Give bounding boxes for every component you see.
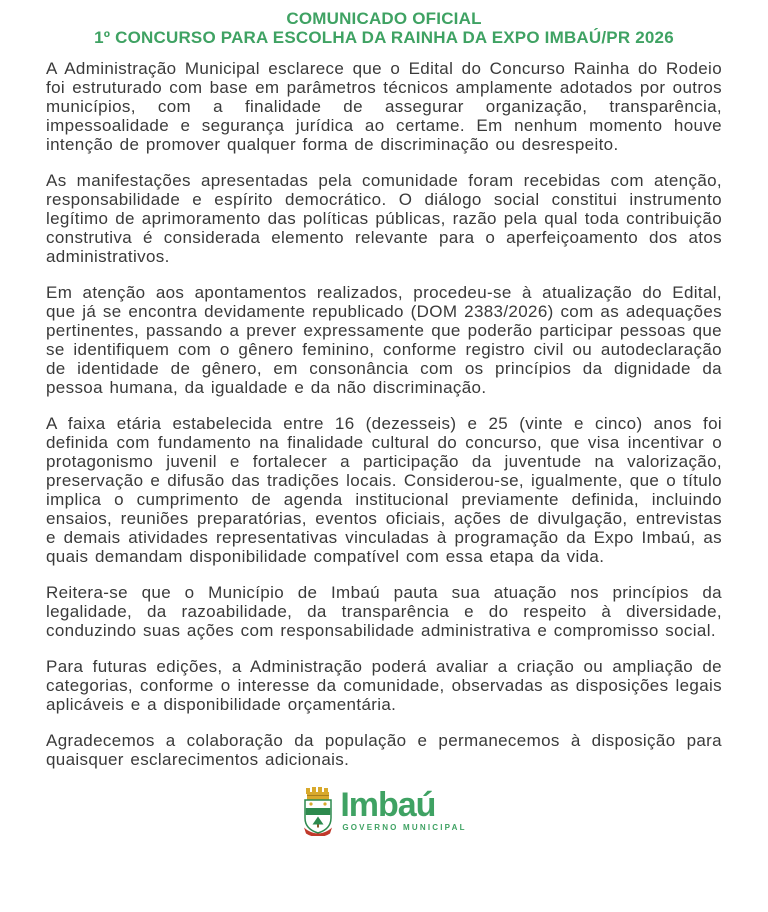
title-line-2: 1º CONCURSO PARA ESCOLHA DA RAINHA DA EXPO IMBAÚ/PR 2026 — [94, 28, 674, 47]
paragraph-3: Em atenção aos apontamentos realizados, procedeu-se à atualização do Edital, que já se encontra devidamente republicado (DOM 2383/2026) com as adequações pertinentes, passando a prever expressamente que poderão participar pessoas que se identifiquem com o gênero feminino, conforme registro civil ou autodeclaração de identidade de gênero, em consonância com os princípios da dignidade da pessoa humana, da igualdade e da não discriminação. — [46, 283, 722, 397]
paragraph-1: A Administração Municipal esclarece que o Edital do Concurso Rainha do Rodeio foi estruturado com base em parâmetros técnicos amplamente adotados por outros municípios, com a finalidade de assegurar organização, transparência, impessoalidade e segurança jurídica ao certame. Em nenhum momento houve intenção de promover qualquer forma de discriminação ou desrespeito. — [46, 59, 722, 154]
body-text — [0, 59, 768, 769]
logo-wordmark: Imbaú — [340, 786, 436, 824]
paragraph-7: Agradecemos a colaboração da população e permanecemos à disposição para quaisquer esclarecimentos adicionais. — [46, 731, 722, 769]
title-block — [0, 9, 768, 47]
paragraph-2: As manifestações apresentadas pela comunidade foram recebidas com atenção, responsabilidade e espírito democrático. O diálogo social constitui instrumento legítimo de aprimoramento das políticas públicas, razão pela qual toda contribuição construtiva é considerada elemento relevante para o aperfeiçoamento dos atos administrativos. — [46, 171, 722, 266]
paragraph-5: Reitera-se que o Município de Imbaú pauta sua atuação nos princípios da legalidade, da razoabilidade, da transparência e do respeito à diversidade, conduzindo suas ações com responsabilidade administrativa e compromisso social. — [46, 583, 722, 640]
paragraph-6: Para futuras edições, a Administração poderá avaliar a criação ou ampliação de categorias, conforme o interesse da comunidade, observadas as disposições legais aplicáveis e a disponibilidade orçamentária. — [46, 657, 722, 714]
municipal-logo — [0, 786, 768, 836]
logo-subtitle: GOVERNO MUNICIPAL — [342, 823, 467, 832]
title-line-1: COMUNICADO OFICIAL — [286, 9, 482, 28]
paragraph-4: A faixa etária estabelecida entre 16 (dezesseis) e 25 (vinte e cinco) anos foi definida com fundamento na finalidade cultural do concurso, que visa incentivar o protagonismo juvenil e fortalecer a participação da juventude na valorização, preservação e difusão das tradições locais. Considerou-se, igualmente, que o título implica o cumprimento de agenda institucional previamente definida, incluindo ensaios, reuniões preparatórias, eventos oficiais, ações de divulgação, entrevistas e demais atividades representativas vinculadas à programação da Expo Imbaú, as quais demandam disponibilidade compatível com essa etapa da vida. — [46, 414, 722, 566]
coat-of-arms-icon — [301, 786, 335, 836]
logo-text-column — [340, 786, 466, 833]
